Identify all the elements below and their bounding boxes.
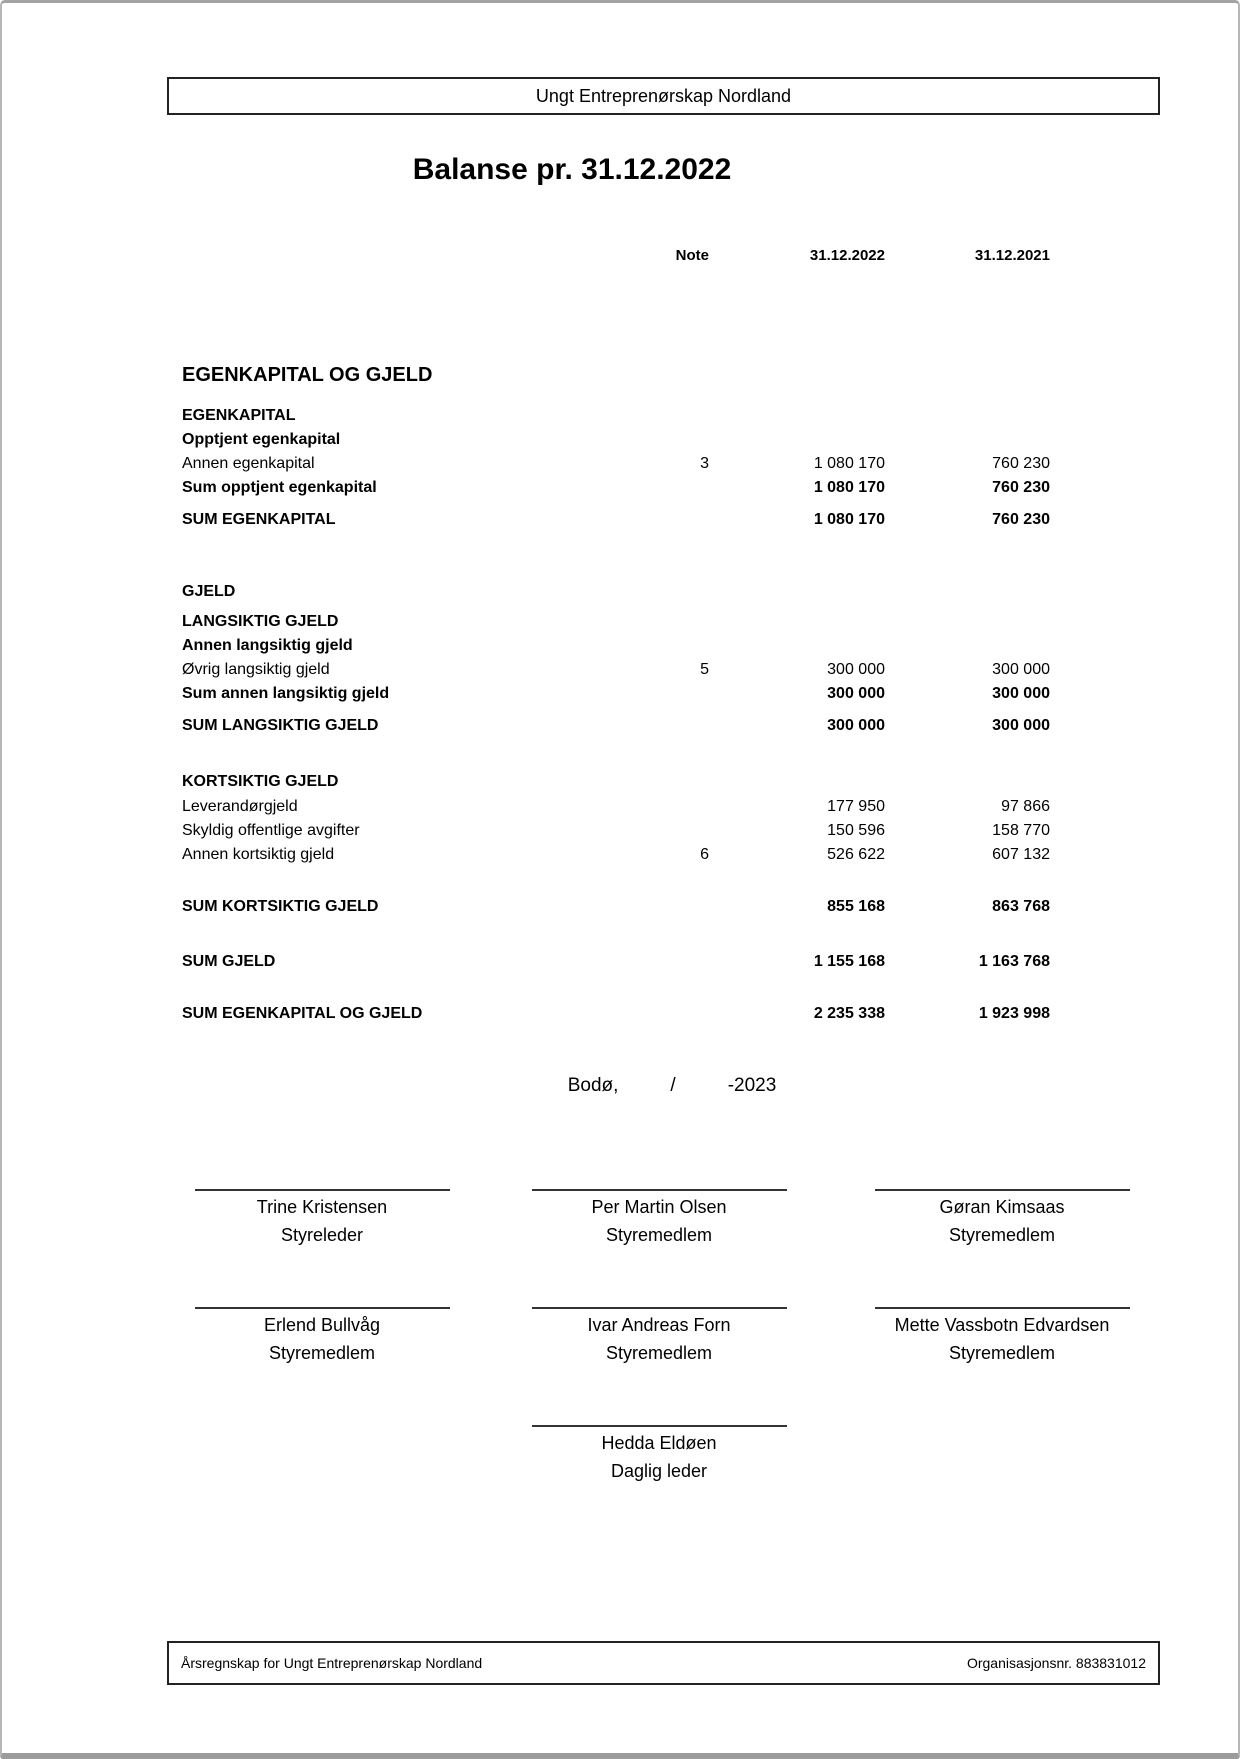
signature-line	[875, 1189, 1130, 1191]
row-value-2022: 300 000	[827, 661, 885, 678]
section-heading-kortsiktig-gjeld: KORTSIKTIG GJELD	[182, 773, 339, 790]
row-value-2021: 300 000	[992, 685, 1050, 702]
row-value-2022: 300 000	[827, 717, 885, 734]
table-row-annen-kortsiktig-gjeld	[182, 844, 1050, 865]
signature-role: Styremedlem	[268, 1343, 376, 1363]
row-value-2021: 1 923 998	[978, 1005, 1050, 1022]
table-row-leverandorgjeld	[182, 796, 1050, 817]
page-title: Balanse pr. 31.12.2022	[412, 153, 732, 186]
row-label: Skyldig offentlige avgifter	[182, 822, 360, 839]
table-row-sum-kortsiktig-gjeld	[182, 896, 1050, 917]
signature-line	[875, 1307, 1130, 1309]
column-header-2022: 31.12.2022	[809, 247, 885, 264]
signature-line	[195, 1189, 450, 1191]
row-value-2021: 607 132	[992, 846, 1050, 863]
signature-mette-vassbotn-edvardsen	[832, 1307, 1172, 1364]
row-label: Annen kortsiktig gjeld	[182, 846, 335, 863]
signature-role: Styremedlem	[948, 1343, 1056, 1363]
table-row-sum-langsiktig-gjeld	[182, 715, 1050, 736]
signature-name: Ivar Andreas Forn	[587, 1315, 731, 1335]
company-name: Ungt Entreprenørskap Nordland	[535, 85, 792, 106]
table-row-sum-gjeld	[182, 951, 1050, 972]
row-value-2021: 1 163 768	[978, 953, 1050, 970]
signature-role: Styreleder	[280, 1225, 364, 1245]
row-value-2021: 300 000	[992, 717, 1050, 734]
row-value-2021: 97 866	[1001, 798, 1050, 815]
signature-line	[532, 1189, 787, 1191]
row-value-2021: 760 230	[992, 511, 1050, 528]
row-label: Sum annen langsiktig gjeld	[182, 685, 390, 702]
row-label: SUM EGENKAPITAL OG GJELD	[182, 1005, 423, 1022]
row-value-2022: 177 950	[827, 798, 885, 815]
signature-line	[532, 1425, 787, 1427]
row-value-2022: 150 596	[827, 822, 885, 839]
row-label: Øvrig langsiktig gjeld	[182, 661, 330, 678]
row-label: SUM EGENKAPITAL	[182, 511, 336, 528]
page-footer-box	[167, 1641, 1160, 1685]
signature-name: Gøran Kimsaas	[939, 1197, 1065, 1217]
dateline-place: Bodø,	[567, 1075, 619, 1096]
row-value-2021: 863 768	[992, 898, 1050, 915]
signature-role: Styremedlem	[605, 1225, 713, 1245]
row-value-2022: 855 168	[827, 898, 885, 915]
section-heading-egenkapital: EGENKAPITAL	[182, 407, 296, 424]
row-value-2022: 1 080 170	[813, 511, 885, 528]
signature-trine-kristensen	[152, 1189, 492, 1246]
subsection-heading-annen-langsiktig-gjeld: Annen langsiktig gjeld	[182, 637, 353, 654]
signature-role: Styremedlem	[948, 1225, 1056, 1245]
signature-erlend-bullvag	[152, 1307, 492, 1364]
signature-per-martin-olsen	[489, 1189, 829, 1246]
table-row-sum-egenkapital-og-gjeld	[182, 1003, 1050, 1024]
dateline-year: -2023	[727, 1075, 777, 1096]
row-label: SUM LANGSIKTIG GJELD	[182, 717, 379, 734]
row-value-2022: 1 080 170	[813, 479, 885, 496]
table-row-ovrig-langsiktig-gjeld	[182, 659, 1050, 680]
section-heading-gjeld: GJELD	[182, 583, 236, 600]
row-value-2022: 1 155 168	[813, 953, 885, 970]
signature-name: Trine Kristensen	[256, 1197, 388, 1217]
signature-line	[195, 1307, 450, 1309]
row-value-2022: 300 000	[827, 685, 885, 702]
signature-goran-kimsaas	[832, 1189, 1172, 1246]
signature-name: Erlend Bullvåg	[263, 1315, 381, 1335]
row-note: 6	[700, 846, 709, 863]
row-value-2021: 760 230	[992, 479, 1050, 496]
table-row-skyldig-offentlige-avgifter	[182, 820, 1050, 841]
signature-role: Styremedlem	[605, 1343, 713, 1363]
signature-role: Daglig leder	[610, 1461, 708, 1481]
signature-ivar-andreas-forn	[489, 1307, 829, 1364]
signature-hedda-eldoen	[489, 1425, 829, 1482]
dateline-slash: /	[670, 1075, 676, 1096]
row-value-2022: 526 622	[827, 846, 885, 863]
row-label: Leverandørgjeld	[182, 798, 298, 815]
signature-name: Per Martin Olsen	[591, 1197, 727, 1217]
section-heading-egenkapital-og-gjeld: EGENKAPITAL OG GJELD	[182, 364, 433, 386]
column-header-2021: 31.12.2021	[974, 247, 1050, 264]
table-row-sum-egenkapital	[182, 509, 1050, 530]
row-value-2022: 2 235 338	[813, 1005, 885, 1022]
signature-name: Mette Vassbotn Edvardsen	[894, 1315, 1110, 1335]
row-label: Sum opptjent egenkapital	[182, 479, 377, 496]
row-value-2021: 760 230	[992, 455, 1050, 472]
signature-name: Hedda Eldøen	[601, 1433, 717, 1453]
table-row-sum-opptjent-egenkapital	[182, 477, 1050, 498]
row-label: SUM KORTSIKTIG GJELD	[182, 898, 379, 915]
table-row-annen-egenkapital	[182, 453, 1050, 474]
row-value-2021: 158 770	[992, 822, 1050, 839]
table-column-headers	[182, 245, 1050, 266]
subsection-heading-opptjent-egenkapital: Opptjent egenkapital	[182, 431, 341, 448]
section-heading-langsiktig-gjeld: LANGSIKTIG GJELD	[182, 613, 339, 630]
signature-line	[532, 1307, 787, 1309]
row-value-2021: 300 000	[992, 661, 1050, 678]
row-note: 5	[700, 661, 709, 678]
row-label: Annen egenkapital	[182, 455, 315, 472]
column-header-note: Note	[675, 247, 709, 264]
table-row-sum-annen-langsiktig-gjeld	[182, 683, 1050, 704]
row-note: 3	[700, 455, 709, 472]
row-label: SUM GJELD	[182, 953, 276, 970]
row-value-2022: 1 080 170	[813, 455, 885, 472]
footer-organisation-number: Organisasjonsnr. 883831012	[966, 1655, 1146, 1671]
date-and-place-line	[182, 1075, 1162, 1097]
company-header-box	[167, 77, 1160, 115]
footer-report-title: Årsregnskap for Ungt Entreprenørskap Nordland	[181, 1655, 483, 1671]
